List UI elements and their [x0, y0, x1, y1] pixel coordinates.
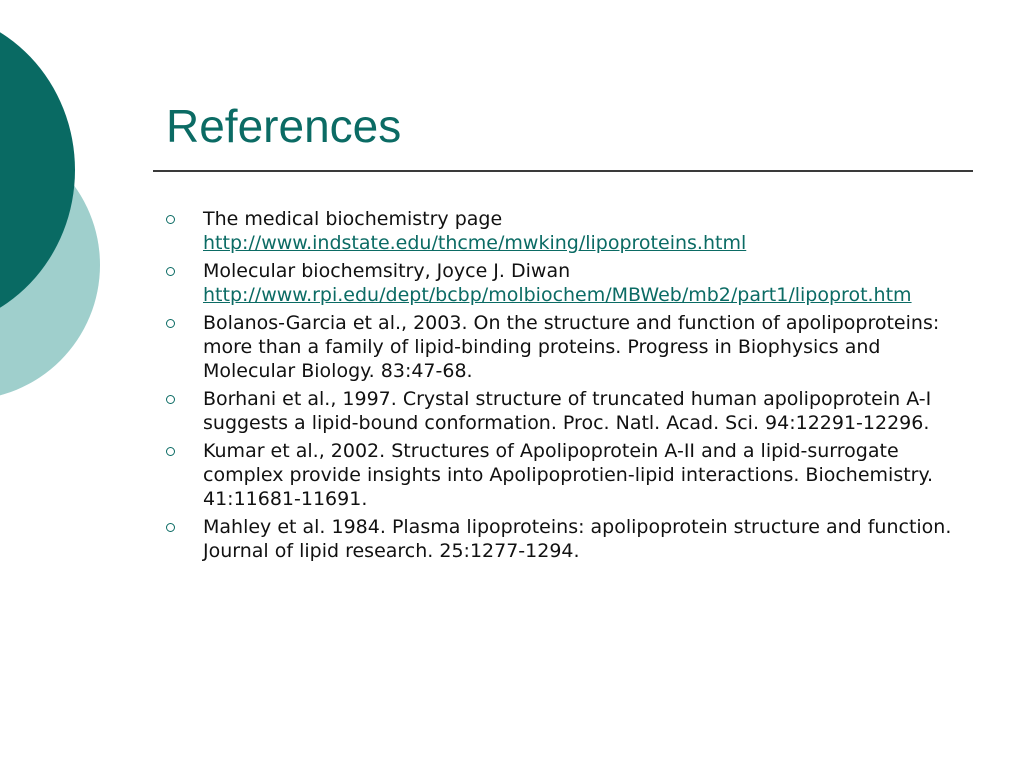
reference-item	[162, 439, 962, 511]
reference-text: Mahley et al. 1984. Plasma lipoproteins: apolipoprotein structure and function. Journal of lipid research. 25:1277-1294.	[203, 516, 952, 562]
reference-link[interactable]: http://www.indstate.edu/thcme/mwking/lipoproteins.html	[203, 232, 747, 254]
circle-bullet-icon	[166, 447, 175, 456]
circle-bullet-icon	[166, 523, 175, 532]
circle-bullet-icon	[166, 215, 175, 224]
reference-text: Molecular biochemsitry, Joyce J. Diwan	[203, 260, 571, 282]
reference-list	[162, 207, 962, 567]
circle-bullet-icon	[166, 267, 175, 276]
reference-item	[162, 207, 962, 255]
reference-item	[162, 311, 962, 383]
circle-bullet-icon	[166, 395, 175, 404]
reference-text: The medical biochemistry page	[203, 208, 503, 230]
circle-bullet-icon	[166, 319, 175, 328]
reference-item	[162, 515, 962, 563]
reference-link[interactable]: http://www.rpi.edu/dept/bcbp/molbiochem/MBWeb/mb2/part1/lipoprot.htm	[203, 284, 912, 306]
title-divider	[153, 170, 973, 172]
reference-text: Kumar et al., 2002. Structures of Apolipoprotein A-II and a lipid-surrogate complex provide insights into Apolipoprotien-lipid interactions. Biochemistry. 41:11681-11691.	[203, 440, 934, 510]
reference-item	[162, 387, 962, 435]
reference-item	[162, 259, 962, 307]
reference-text: Borhani et al., 1997. Crystal structure of truncated human apolipoprotein A-I suggests a lipid-bound conformation. Proc. Natl. Acad. Sci. 94:12291-12296.	[203, 388, 932, 434]
reference-text: Bolanos-Garcia et al., 2003. On the structure and function of apolipoproteins: more than a family of lipid-binding proteins. Progress in Biophysics and Molecular Biology. 83:47-68.	[203, 312, 940, 382]
slide-title: References	[166, 100, 402, 152]
